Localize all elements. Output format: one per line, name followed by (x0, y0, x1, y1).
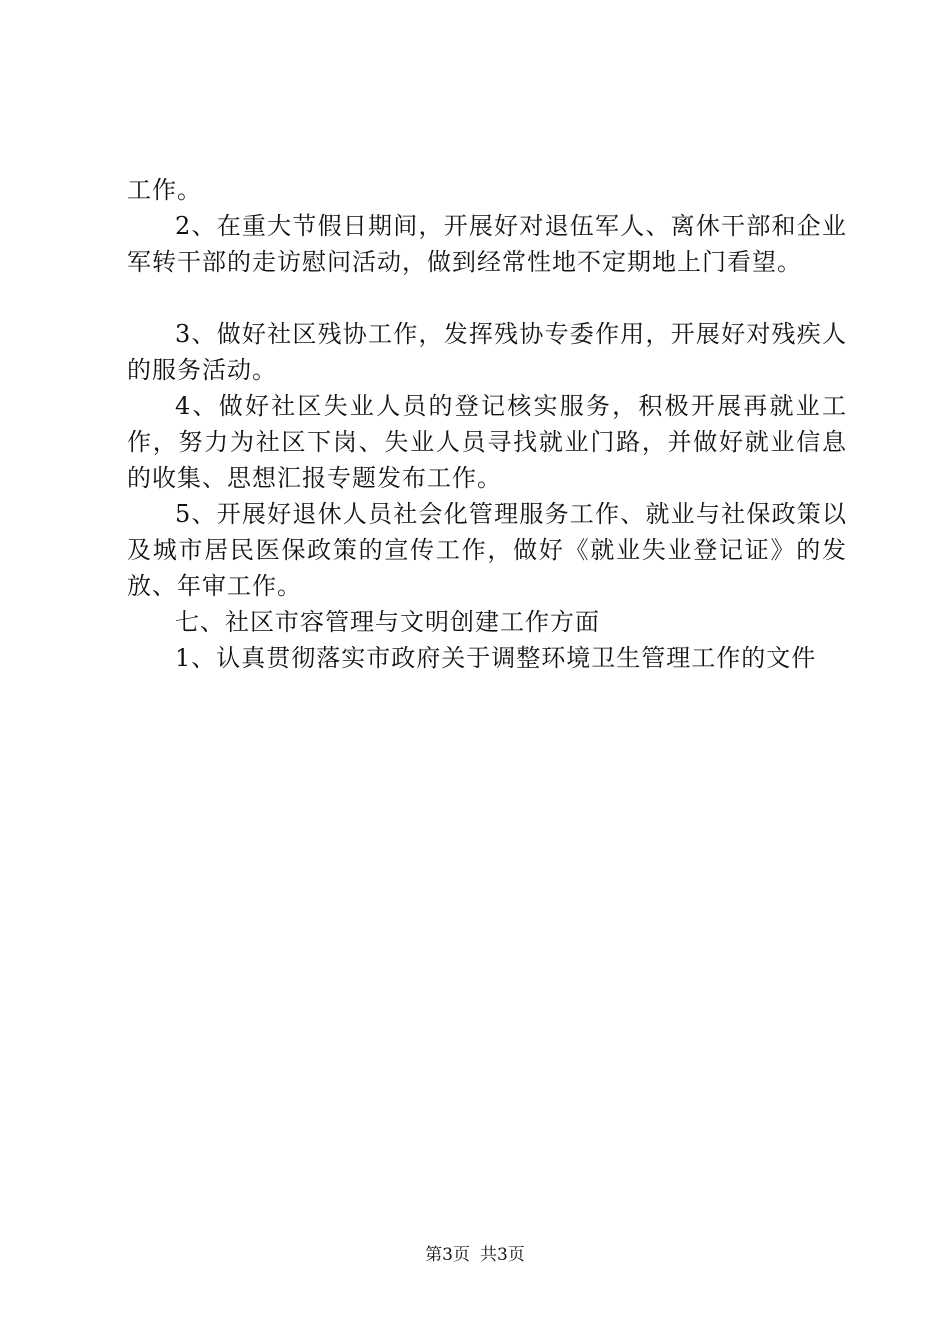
page-total: 共3页 (480, 1245, 525, 1265)
paragraph-item-5: 5、开展好退休人员社会化管理服务工作、就业与社保政策以及城市居民医保政策的宣传工作，做好《就业失业登记证》的发放、年审工作。 (127, 500, 847, 600)
page-footer (0, 1243, 950, 1267)
section-heading: 七、社区市容管理与文明创建工作方面 (175, 608, 600, 636)
paragraph-item-4: 4、做好社区失业人员的登记核实服务，积极开展再就业工作，努力为社区下岗、失业人员寻找就业门路，并做好就业信息的收集、思想汇报专题发布工作。 (127, 392, 847, 492)
paragraph-continuation: 工作。 (127, 176, 202, 204)
document-body (127, 172, 847, 676)
paragraph-item-2: 2、在重大节假日期间，开展好对退伍军人、离休干部和企业军转干部的走访慰问活动，做到经常性地不定期地上门看望。 (127, 212, 847, 276)
paragraph-item-1: 1、认真贯彻落实市政府关于调整环境卫生管理工作的文件 (175, 644, 817, 672)
page-number: 第3页 (425, 1245, 470, 1265)
paragraph-item-3: 3、做好社区残协工作，发挥残协专委作用，开展好对残疾人的服务活动。 (127, 320, 847, 384)
